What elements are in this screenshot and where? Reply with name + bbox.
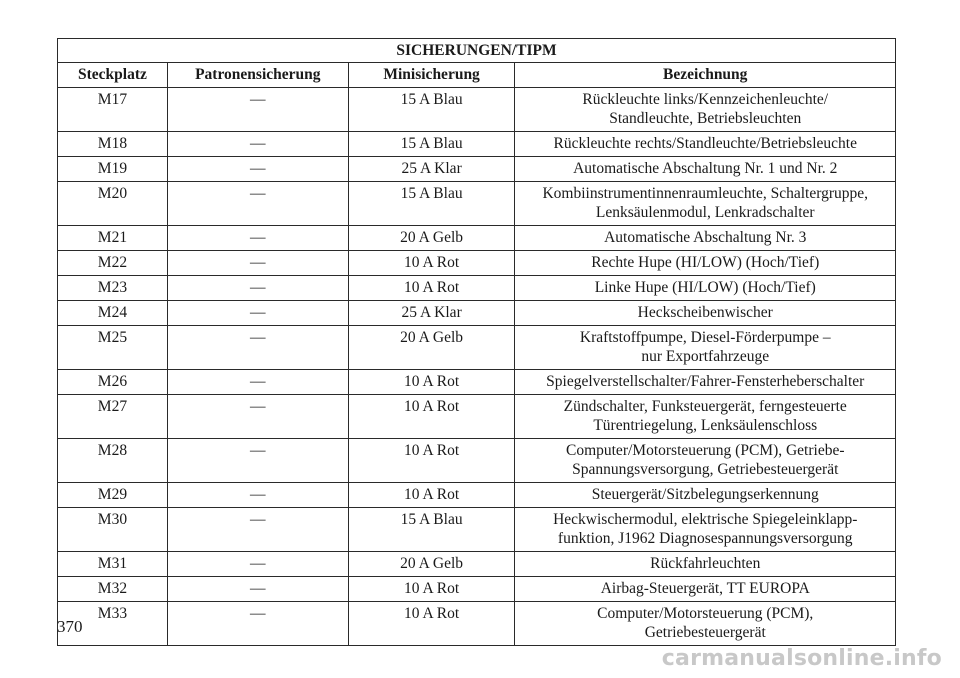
table-row xyxy=(58,132,896,157)
mini-fuse-cell: 15 A Blau xyxy=(348,508,515,552)
slot-cell: M31 xyxy=(58,552,168,577)
cartridge-fuse-cell: — xyxy=(167,439,348,483)
page-number: 370 xyxy=(57,617,83,636)
description-cell xyxy=(515,326,896,370)
mini-fuse-cell: 25 A Klar xyxy=(348,157,515,182)
table-row xyxy=(58,370,896,395)
table-row xyxy=(58,226,896,251)
table-title: SICHERUNGEN/TIPM xyxy=(58,39,896,63)
cartridge-fuse-cell: — xyxy=(167,157,348,182)
description-cell xyxy=(515,88,896,132)
description-line: funktion, J1962 Diagnosespannungsversorgung xyxy=(557,530,853,547)
description-line: Linke Hupe (HI/LOW) (Hoch/Tief) xyxy=(594,279,816,296)
table-row xyxy=(58,301,896,326)
slot-cell: M23 xyxy=(58,276,168,301)
cartridge-fuse-cell: — xyxy=(167,251,348,276)
description-line: Rückleuchte rechts/Standleuchte/Betriebsleuchte xyxy=(553,135,857,152)
slot-cell: M21 xyxy=(58,226,168,251)
description-cell xyxy=(515,301,896,326)
description-cell xyxy=(515,370,896,395)
column-header-mini-fuse: Minisicherung xyxy=(348,63,515,88)
table-row xyxy=(58,508,896,552)
description-line: Airbag-Steuergerät, TT EUROPA xyxy=(600,580,810,597)
slot-cell: M17 xyxy=(58,88,168,132)
description-cell xyxy=(515,157,896,182)
table-header-row xyxy=(58,63,896,88)
table-row xyxy=(58,182,896,226)
mini-fuse-cell: 10 A Rot xyxy=(348,251,515,276)
cartridge-fuse-cell: — xyxy=(167,395,348,439)
slot-cell: M18 xyxy=(58,132,168,157)
cartridge-fuse-cell: — xyxy=(167,483,348,508)
description-line: Automatische Abschaltung Nr. 1 und Nr. 2 xyxy=(573,160,838,177)
cartridge-fuse-cell: — xyxy=(167,301,348,326)
slot-cell: M33 xyxy=(58,602,168,646)
cartridge-fuse-cell: — xyxy=(167,88,348,132)
table-row xyxy=(58,251,896,276)
cartridge-fuse-cell: — xyxy=(167,552,348,577)
table-row xyxy=(58,157,896,182)
table-body xyxy=(58,88,896,646)
cartridge-fuse-cell: — xyxy=(167,226,348,251)
description-cell xyxy=(515,132,896,157)
cartridge-fuse-cell: — xyxy=(167,132,348,157)
table-row xyxy=(58,483,896,508)
description-line: Steuergerät/Sitzbelegungserkennung xyxy=(591,486,819,503)
description-line: Heckwischermodul, elektrische Spiegeleinklapp- xyxy=(553,511,858,528)
description-cell xyxy=(515,439,896,483)
description-line: Standleuchte, Betriebsleuchten xyxy=(609,110,802,127)
slot-cell: M30 xyxy=(58,508,168,552)
cartridge-fuse-cell: — xyxy=(167,602,348,646)
mini-fuse-cell: 25 A Klar xyxy=(348,301,515,326)
slot-cell: M22 xyxy=(58,251,168,276)
description-cell xyxy=(515,602,896,646)
description-cell xyxy=(515,226,896,251)
slot-cell: M28 xyxy=(58,439,168,483)
table-row xyxy=(58,276,896,301)
description-line: Türentriegelung, Lenksäulenschloss xyxy=(593,417,818,434)
description-line: Lenksäulenmodul, Lenkradschalter xyxy=(595,204,815,221)
mini-fuse-cell: 15 A Blau xyxy=(348,132,515,157)
slot-cell: M20 xyxy=(58,182,168,226)
cartridge-fuse-cell: — xyxy=(167,508,348,552)
cartridge-fuse-cell: — xyxy=(167,370,348,395)
mini-fuse-cell: 10 A Rot xyxy=(348,577,515,602)
slot-cell: M25 xyxy=(58,326,168,370)
description-cell xyxy=(515,276,896,301)
description-cell xyxy=(515,508,896,552)
table-row xyxy=(58,602,896,646)
description-line: Automatische Abschaltung Nr. 3 xyxy=(604,229,807,246)
mini-fuse-cell: 20 A Gelb xyxy=(348,552,515,577)
description-line: Heckscheibenwischer xyxy=(637,304,773,321)
description-line: Getriebesteuergerät xyxy=(644,624,766,641)
column-header-slot: Steckplatz xyxy=(58,63,168,88)
description-line: Spannungsversorgung, Getriebesteuergerät xyxy=(572,461,839,478)
table-row xyxy=(58,395,896,439)
slot-cell: M32 xyxy=(58,577,168,602)
watermark: carmanualsonline.info xyxy=(661,646,942,671)
table-row xyxy=(58,326,896,370)
column-header-description: Bezeichnung xyxy=(515,63,896,88)
cartridge-fuse-cell: — xyxy=(167,276,348,301)
mini-fuse-cell: 10 A Rot xyxy=(348,276,515,301)
column-header-cartridge-fuse: Patronensicherung xyxy=(167,63,348,88)
description-cell xyxy=(515,552,896,577)
slot-cell: M29 xyxy=(58,483,168,508)
description-cell xyxy=(515,483,896,508)
cartridge-fuse-cell: — xyxy=(167,182,348,226)
table-title-row xyxy=(58,39,896,63)
description-line: Rückleuchte links/Kennzeichenleuchte/ xyxy=(582,91,829,108)
description-line: Rückfahrleuchten xyxy=(650,555,761,572)
mini-fuse-cell: 15 A Blau xyxy=(348,182,515,226)
mini-fuse-cell: 10 A Rot xyxy=(348,395,515,439)
mini-fuse-cell: 15 A Blau xyxy=(348,88,515,132)
description-line: Computer/Motorsteuerung (PCM), Getriebe- xyxy=(565,442,845,459)
cartridge-fuse-cell: — xyxy=(167,326,348,370)
mini-fuse-cell: 10 A Rot xyxy=(348,439,515,483)
slot-cell: M27 xyxy=(58,395,168,439)
description-cell xyxy=(515,182,896,226)
description-cell xyxy=(515,577,896,602)
cartridge-fuse-cell: — xyxy=(167,577,348,602)
description-cell xyxy=(515,251,896,276)
mini-fuse-cell: 10 A Rot xyxy=(348,370,515,395)
description-line: Kraftstoffpumpe, Diesel-Förderpumpe – xyxy=(579,329,831,346)
mini-fuse-cell: 20 A Gelb xyxy=(348,326,515,370)
description-line: Kombiinstrumentinnenraumleuchte, Schaltergruppe, xyxy=(542,185,869,202)
mini-fuse-cell: 20 A Gelb xyxy=(348,226,515,251)
table-row xyxy=(58,552,896,577)
description-line: Computer/Motorsteuerung (PCM), xyxy=(597,605,814,622)
description-line: Zündschalter, Funksteuergerät, ferngesteuerte xyxy=(563,398,847,415)
mini-fuse-cell: 10 A Rot xyxy=(348,483,515,508)
table-row xyxy=(58,439,896,483)
slot-cell: M19 xyxy=(58,157,168,182)
description-line: Rechte Hupe (HI/LOW) (Hoch/Tief) xyxy=(591,254,820,271)
description-line: nur Exportfahrzeuge xyxy=(641,348,770,365)
table-row xyxy=(58,88,896,132)
mini-fuse-cell: 10 A Rot xyxy=(348,602,515,646)
fuse-table xyxy=(57,38,896,646)
description-cell xyxy=(515,395,896,439)
slot-cell: M26 xyxy=(58,370,168,395)
table-row xyxy=(58,577,896,602)
slot-cell: M24 xyxy=(58,301,168,326)
description-line: Spiegelverstellschalter/Fahrer-Fensterheberschalter xyxy=(546,373,865,390)
